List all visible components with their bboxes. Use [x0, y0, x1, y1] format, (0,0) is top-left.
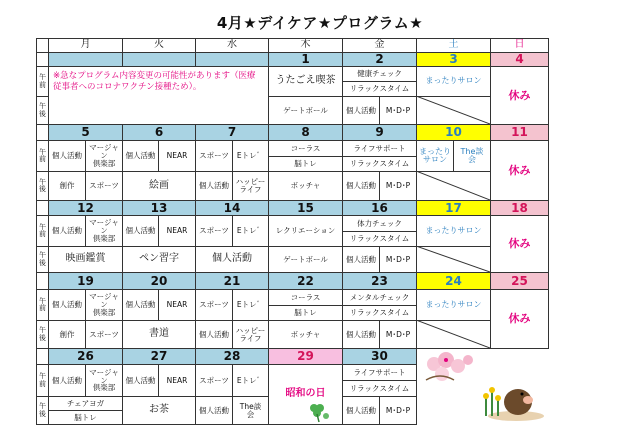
program-cell: スポーツ [85, 171, 123, 201]
program-cell: ボッチャ [268, 171, 343, 201]
date-5: 5 [48, 124, 123, 141]
program-cell: スポーツ [195, 364, 233, 397]
program-cell: 健康チェック [342, 66, 417, 82]
date-20: 20 [122, 272, 196, 290]
notice-text: ※急なプログラム内容変更の可能性があります（医療従事者へのコロナワクチン接種ため）。 [48, 66, 269, 125]
pm-label: 午 後 [36, 246, 49, 273]
program-cell: 個人活動 [122, 140, 159, 172]
program-cell: コーラス [268, 289, 343, 306]
date-4: 4 [490, 52, 549, 67]
date-23: 23 [342, 272, 417, 290]
program-cell: NEAR [158, 289, 196, 321]
program-cell: コーラス [268, 140, 343, 157]
program-cell: 個人活動 [195, 320, 233, 349]
program-cell: チェアヨガ [48, 396, 123, 411]
date-22: 22 [268, 272, 343, 290]
program-cell: NEAR [158, 215, 196, 247]
program-cell: スポーツ [195, 289, 233, 321]
program-cell: 脳トレ [268, 156, 343, 172]
rest-day-label: 休み [490, 66, 549, 125]
date-27: 27 [122, 348, 196, 365]
pm-label: 午 後 [36, 171, 49, 201]
program-cell: ライフサポート [342, 364, 417, 381]
program-cell: M･D･P [379, 320, 417, 349]
saturday-program: まったりサロン [416, 215, 491, 247]
program-cell: ゲートボール [268, 96, 343, 125]
program-cell: M･D･P [379, 396, 417, 425]
saturday-program: まったりサロン [416, 289, 491, 321]
program-cell: 個人活動 [195, 171, 233, 201]
program-cell: 個人活動 [342, 96, 380, 125]
pm-label: 午 後 [36, 320, 49, 349]
program-cell: ライフサポート [342, 140, 417, 157]
program-cell: 個人活動 [48, 289, 86, 321]
date-2: 2 [342, 52, 417, 67]
date-16: 16 [342, 200, 417, 216]
weekday-header: 金 [342, 38, 417, 53]
program-cell: 個人活動 [48, 140, 86, 172]
program-cell: マージャン 倶楽部 [85, 140, 123, 172]
diagonal-line [416, 320, 490, 348]
program-cell: メンタルチェック [342, 289, 417, 306]
program-cell: リラックスタイム [342, 380, 417, 397]
program-cell: 個人活動 [342, 171, 380, 201]
date-10: 10 [416, 124, 491, 141]
program-cell: 創作 [48, 171, 86, 201]
weekday-header: 土 [416, 38, 491, 53]
date-19: 19 [48, 272, 123, 290]
saturday-program: まったり サロン [416, 140, 454, 172]
rest-day-label: 休み [490, 140, 549, 201]
diagonal-line [416, 96, 490, 124]
date-6: 6 [122, 124, 196, 141]
am-label: 午 前 [36, 364, 49, 397]
weekday-header: 月 [48, 38, 123, 53]
date-29: 29 [268, 348, 343, 365]
date-25: 25 [490, 272, 549, 290]
page-title: 4月★デイケア★プログラム★ [216, 14, 424, 32]
program-cell: マージャン 倶楽部 [85, 289, 123, 321]
blank-date-cell [122, 52, 196, 67]
am-label: 午 前 [36, 140, 49, 172]
program-cell: リラックスタイム [342, 156, 417, 172]
program-cell: 個人活動 [195, 396, 233, 425]
clover-icon [304, 400, 332, 424]
am-label: 午 前 [36, 289, 49, 321]
program-cell: M･D･P [379, 246, 417, 273]
program-cell: マージャン 倶楽部 [85, 364, 123, 397]
program-cell: 映画鑑賞 [48, 246, 123, 273]
flower-illustration [420, 350, 480, 390]
am-label: 午 前 [36, 66, 49, 97]
program-cell: 創作 [48, 320, 86, 349]
date-21: 21 [195, 272, 269, 290]
program-cell: 個人活動 [122, 364, 159, 397]
date-26: 26 [48, 348, 123, 365]
program-cell: リラックスタイム [342, 231, 417, 247]
program-cell: 絵画 [122, 171, 196, 201]
program-cell: 脳トレ [268, 305, 343, 321]
am-label: 午 前 [36, 215, 49, 247]
program-cell: ハッピー ライフ [232, 320, 269, 349]
date-15: 15 [268, 200, 343, 216]
program-cell: Eトレ゛ [232, 364, 269, 397]
program-cell: リラックスタイム [342, 305, 417, 321]
program-cell: 個人活動 [122, 289, 159, 321]
date-18: 18 [490, 200, 549, 216]
weekday-header: 木 [268, 38, 343, 53]
program-cell: ボッチャ [268, 320, 343, 349]
weekday-header: 火 [122, 38, 196, 53]
program-cell: Eトレ゛ [232, 215, 269, 247]
blank-date-cell [48, 52, 123, 67]
date-11: 11 [490, 124, 549, 141]
program-cell: スポーツ [195, 215, 233, 247]
saturday-program: The談 会 [453, 140, 491, 172]
program-cell: 個人活動 [342, 246, 380, 273]
rest-day-label: 休み [490, 289, 549, 349]
holiday-label: 昭和の日 [268, 364, 343, 425]
diagonal-line [416, 171, 490, 200]
pm-label: 午 後 [36, 396, 49, 425]
program-cell: 個人活動 [122, 215, 159, 247]
program-cell: Eトレ゛ [232, 140, 269, 172]
program-cell: レクリエーション [268, 215, 343, 247]
rest-day-label: 休み [490, 215, 549, 273]
program-cell: 脳トレ [48, 410, 123, 425]
date-7: 7 [195, 124, 269, 141]
date-13: 13 [122, 200, 196, 216]
program-cell: スポーツ [85, 320, 123, 349]
program-cell: M･D･P [379, 171, 417, 201]
weekday-header: 日 [490, 38, 549, 53]
program-cell: 個人活動 [48, 215, 86, 247]
date-28: 28 [195, 348, 269, 365]
program-cell: マージャン 倶楽部 [85, 215, 123, 247]
program-cell: Eトレ゛ [232, 289, 269, 321]
date-8: 8 [268, 124, 343, 141]
program-cell: 個人活動 [48, 364, 86, 397]
date-30: 30 [342, 348, 417, 365]
weekday-header: 水 [195, 38, 269, 53]
program-cell: 体力チェック [342, 215, 417, 232]
program-cell: リラックスタイム [342, 81, 417, 97]
blank-date-cell [195, 52, 269, 67]
saturday-program: まったりサロン [416, 66, 491, 97]
date-12: 12 [48, 200, 123, 216]
program-cell: 書道 [122, 320, 196, 349]
program-cell: ゲートボール [268, 246, 343, 273]
pm-label: 午 後 [36, 96, 49, 125]
program-cell: スポーツ [195, 140, 233, 172]
mole-illustration [478, 372, 548, 422]
date-17: 17 [416, 200, 491, 216]
date-9: 9 [342, 124, 417, 141]
date-14: 14 [195, 200, 269, 216]
program-cell: うたごえ喫茶 [268, 66, 343, 97]
diagonal-line [416, 246, 490, 272]
program-cell: 個人活動 [195, 246, 269, 273]
program-cell: ペン習字 [122, 246, 196, 273]
program-cell: ハッピー ライフ [232, 171, 269, 201]
program-cell: 個人活動 [342, 320, 380, 349]
program-cell: 個人活動 [342, 396, 380, 425]
program-cell: M･D･P [379, 96, 417, 125]
program-cell: お茶 [122, 396, 196, 425]
date-3: 3 [416, 52, 491, 67]
date-1: 1 [268, 52, 343, 67]
program-cell: The談 会 [232, 396, 269, 425]
date-24: 24 [416, 272, 491, 290]
program-cell: NEAR [158, 364, 196, 397]
program-cell: NEAR [158, 140, 196, 172]
